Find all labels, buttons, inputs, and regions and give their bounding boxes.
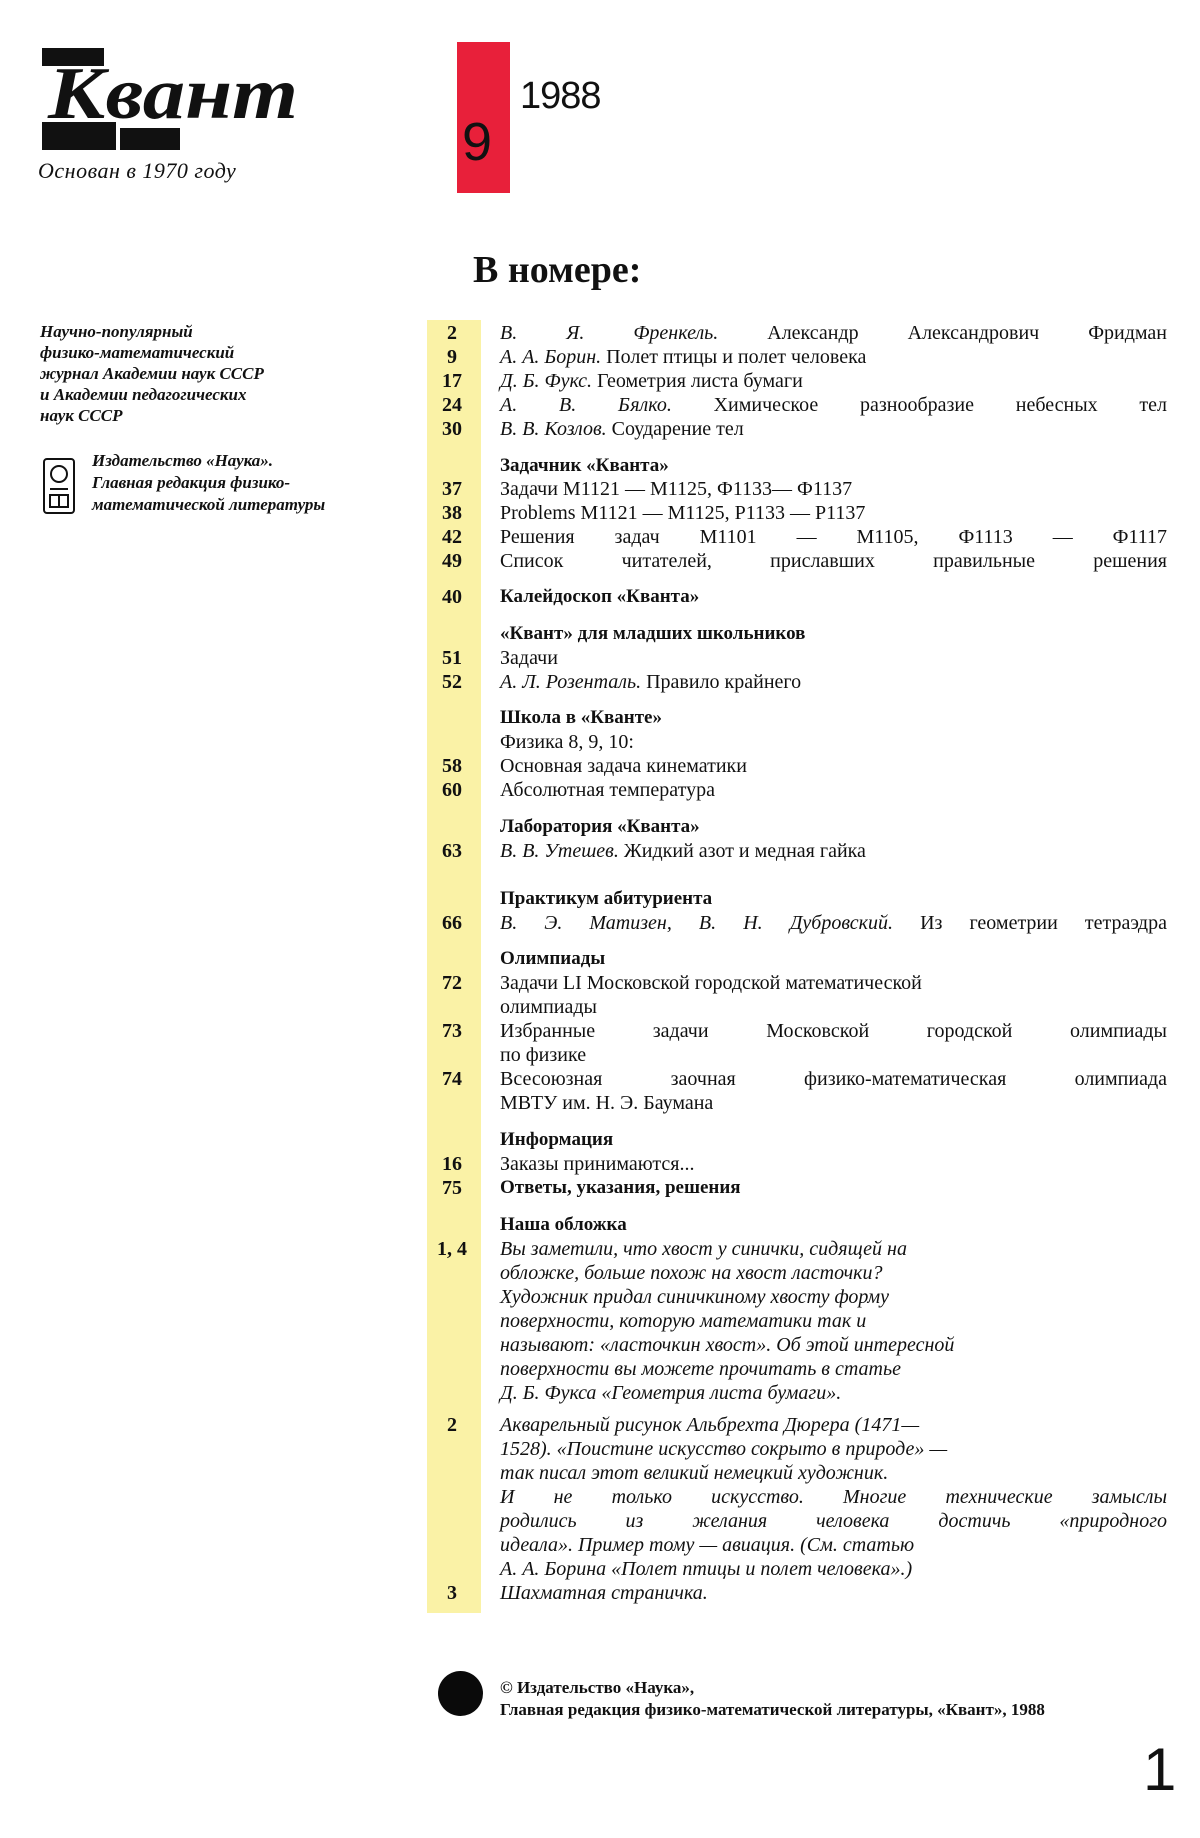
toc-line: Задачи LI Московской городской математической xyxy=(500,972,922,994)
toc-title: Полет птицы и полет человека xyxy=(606,346,867,368)
issue-number: 9 xyxy=(462,112,493,172)
toc-line: по физике xyxy=(500,1044,587,1066)
section-title-kaleidoscope: Калейдоскоп «Кванта» xyxy=(500,586,700,607)
toc-line: 1528). «Поистине искусство сокрыто в природе» — xyxy=(500,1438,948,1460)
toc-title: Problems M1121 — M1125, P1133 — P1137 xyxy=(500,502,866,524)
toc-line: Всесоюзная заочная физико-математическая олимпиада xyxy=(500,1068,1167,1090)
toc-page: 42 xyxy=(442,526,462,548)
description-line: журнал Академии наук СССР xyxy=(40,364,264,383)
toc-page: 75 xyxy=(442,1177,462,1199)
section-subtitle: Физика 8, 9, 10: xyxy=(500,731,634,753)
description-line: наук СССР xyxy=(40,406,123,425)
toc-line: называют: «ласточкин хвост». Об этой интересной xyxy=(500,1334,955,1356)
toc-line: поверхности, которую математики так и xyxy=(500,1310,867,1332)
publisher-icon xyxy=(42,457,76,515)
toc-page: 2 xyxy=(447,1414,457,1436)
toc-title: Задачи xyxy=(500,647,558,669)
publisher-line: Издательство «Наука». xyxy=(92,451,274,470)
toc-page: 72 xyxy=(442,972,462,994)
kvant-logo xyxy=(40,44,310,154)
toc-line: А. А. Борина «Полет птицы и полет человека».) xyxy=(500,1558,913,1580)
section-title-lab: Лаборатория «Кванта» xyxy=(500,816,700,837)
section-title-junior: «Квант» для младших школьников xyxy=(500,623,806,644)
toc-title: Из геометрии тетраэдра xyxy=(920,912,1167,934)
logo-text: Квант xyxy=(46,53,299,135)
toc-author: А. В. Бялко. xyxy=(500,394,672,416)
toc-entry-text xyxy=(500,1237,1167,1405)
toc-line: обложке, больше похож на хвост ласточки? xyxy=(500,1262,883,1284)
toc-page: 30 xyxy=(442,418,462,440)
toc-title: Основная задача кинематики xyxy=(500,755,747,777)
toc-line: олимпиады xyxy=(500,996,597,1018)
toc-entry-text xyxy=(500,1067,1167,1115)
toc-page: 60 xyxy=(442,779,462,801)
toc-line: родились из желания человека достичь «природного xyxy=(500,1510,1167,1532)
toc-entry-text xyxy=(500,1019,1167,1067)
toc-line: идеала». Пример тому — авиация. (См. статью xyxy=(500,1534,915,1556)
toc-page: 73 xyxy=(442,1020,462,1042)
toc-line: Художник придал синичкиному хвосту форму xyxy=(500,1286,890,1308)
toc-title: Химическое разнообразие небесных тел xyxy=(713,394,1168,416)
journal-description xyxy=(40,321,400,426)
toc-page: 17 xyxy=(442,370,462,392)
toc-author: Д. Б. Фукс. xyxy=(500,370,592,392)
toc-title: Жидкий азот и медная гайка xyxy=(623,840,866,862)
toc-page: 16 xyxy=(442,1153,462,1175)
publisher-info xyxy=(92,450,412,516)
toc-title: Ответы, указания, решения xyxy=(500,1177,741,1198)
toc-author: В. Э. Матизен, В. Н. Дубровский. xyxy=(500,912,894,934)
toc-page: 49 xyxy=(442,550,462,572)
toc-page: 58 xyxy=(442,755,462,777)
toc-line: Д. Б. Фукса «Геометрия листа бумаги». xyxy=(500,1382,842,1404)
toc-page: 24 xyxy=(442,394,462,416)
toc-page: 37 xyxy=(442,478,462,500)
founded-note: Основан в 1970 году xyxy=(38,158,237,183)
description-line: Научно-популярный xyxy=(40,322,193,341)
toc-title: Абсолютная температура xyxy=(500,779,715,801)
toc-page: 3 xyxy=(447,1582,457,1604)
toc-page: 40 xyxy=(442,586,462,608)
toc-title: Заказы принимаются... xyxy=(500,1153,695,1175)
toc-line: Акварельный рисунок Альбрехта Дюрера (1471— xyxy=(500,1414,920,1436)
toc-title: Список читателей, приславших правильные решения xyxy=(500,550,1167,572)
section-title-school: Школа в «Кванте» xyxy=(500,707,662,728)
toc-page: 38 xyxy=(442,502,462,524)
toc-page: 2 xyxy=(447,322,457,344)
description-line: и Академии педагогических xyxy=(40,385,247,404)
toc-title: Соударение тел xyxy=(611,418,744,440)
toc-title: Решения задач М1101 — М1105, Ф1113 — Ф1117 xyxy=(500,526,1167,548)
publisher-line: математической литературы xyxy=(92,495,326,514)
toc-page: 74 xyxy=(442,1068,462,1090)
section-title-zadachnik: Задачник «Кванта» xyxy=(500,455,669,476)
toc-line: Вы заметили, что хвост у синички, сидящей на xyxy=(500,1238,907,1260)
toc-page: 1, 4 xyxy=(437,1238,467,1260)
description-line: физико-математический xyxy=(40,343,235,362)
contents-heading: В номере: xyxy=(473,249,642,291)
toc-page: 66 xyxy=(442,912,462,934)
section-title-practicum: Практикум абитуриента xyxy=(500,888,713,909)
toc-author: А. Л. Розенталь. xyxy=(500,671,642,693)
toc-title: Шахматная страничка. xyxy=(500,1582,708,1604)
section-title-olympiads: Олимпиады xyxy=(500,948,606,969)
section-title-cover: Наша обложка xyxy=(500,1214,627,1235)
toc-title: Правило крайнего xyxy=(646,671,802,693)
toc-title: Задачи М1121 — М1125, Ф1133— Ф1137 xyxy=(500,478,853,500)
toc-author: А. А. Борин. xyxy=(500,346,602,368)
toc-entry-text xyxy=(500,1413,1167,1581)
toc-line: так писал этот великий немецкий художник. xyxy=(500,1462,889,1484)
toc-line: поверхности вы можете прочитать в статье xyxy=(500,1358,901,1380)
toc-title: Александр Александрович Фридман xyxy=(767,322,1167,344)
section-title-info: Информация xyxy=(500,1129,614,1150)
copyright-line: © Издательство «Наука», xyxy=(500,1678,695,1697)
toc-page: 52 xyxy=(442,671,462,693)
publisher-line: Главная редакция физико- xyxy=(92,473,291,492)
toc-title: Геометрия листа бумаги xyxy=(596,370,803,392)
issue-year: 1988 xyxy=(520,75,601,117)
toc-entry-text xyxy=(500,971,1167,1019)
toc-page: 9 xyxy=(447,346,457,368)
footer-dot xyxy=(438,1671,483,1716)
toc-author: В. Я. Френкель. xyxy=(500,322,719,344)
toc-line: МВТУ им. Н. Э. Баумана xyxy=(500,1092,714,1114)
toc-page: 63 xyxy=(442,840,462,862)
toc-author: В. В. Утешев. xyxy=(500,840,619,862)
page-number: 1 xyxy=(1143,1736,1177,1803)
copyright-line: Главная редакция физико-математической литературы, «Квант», 1988 xyxy=(500,1700,1045,1719)
toc-line: И не только искусство. Многие технические замыслы xyxy=(500,1486,1167,1508)
toc-line: Избранные задачи Московской городской олимпиады xyxy=(500,1020,1167,1042)
toc-page: 51 xyxy=(442,647,462,669)
toc-author: В. В. Козлов. xyxy=(500,418,607,440)
